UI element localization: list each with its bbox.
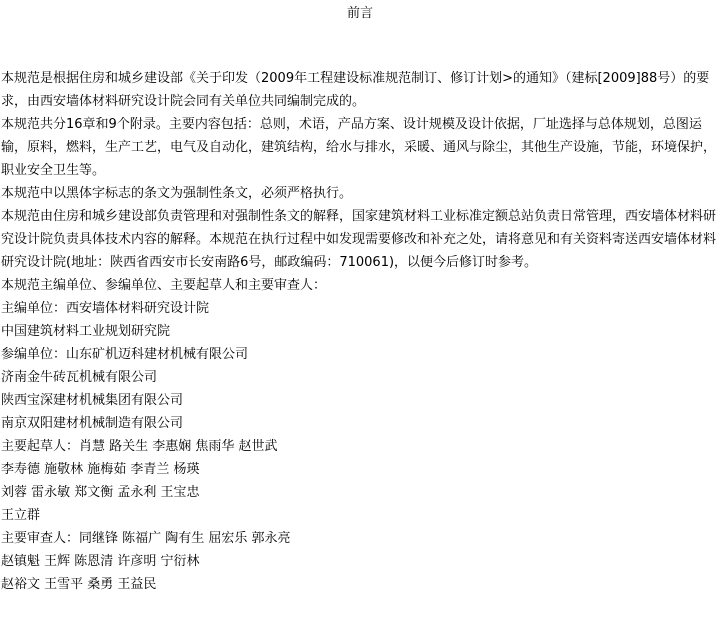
document-title: 前言 [346, 6, 373, 21]
participating-unit-4: 南京双阳建材机械制造有限公司 [1, 416, 184, 431]
participating-unit-3: 陕西宝深建材机械集团有限公司 [1, 393, 184, 408]
reviewers-line-1: 主要审查人：同继锋 陈福广 陶有生 屈宏乐 郭永亮 [1, 531, 291, 546]
participating-unit-2: 济南金牛砖瓦机械有限公司 [1, 370, 158, 385]
reviewers-line-2: 赵镇魁 王辉 陈恩清 许彦明 宁衍林 [1, 554, 200, 569]
reviewers-line-3: 赵裕文 王雪平 桑勇 王益民 [1, 577, 157, 592]
drafters-line-2: 李寿德 施敬林 施梅茹 李青兰 杨瑛 [1, 462, 200, 477]
paragraph-management: 本规范由住房和城乡建设部负责管理和对强制性条文的解释，国家建筑材料工业标准定额总站负责日常管理，西安墙体材料研究设计院负责具体技术内容的解释。本规范在执行过程中如发现需要修改和补充之处，请将意见和有关资料寄送西安墙体材料研究设计院(地址：陕西省西安市长安南路6号，邮政编码：710061)，以便今后修订时参考。 [1, 209, 717, 270]
drafters-line-4: 王立群 [1, 508, 41, 523]
drafters-line-3: 刘蓉 雷永敏 郑文衡 孟永利 王宝忠 [1, 485, 200, 500]
document-body [1, 67, 717, 596]
participating-unit: 参编单位：山东矿机迈科建材机械有限公司 [1, 347, 249, 362]
chief-editor-unit-2: 中国建筑材料工业规划研究院 [1, 324, 171, 339]
chief-editor-unit: 主编单位：西安墙体材料研究设计院 [1, 301, 210, 316]
paragraph-units-intro: 本规范主编单位、参编单位、主要起草人和主要审查人： [1, 278, 327, 293]
drafters-line-1: 主要起草人：肖慧 路关生 李惠娴 焦雨华 赵世武 [1, 439, 278, 454]
paragraph-contents: 本规范共分16章和9个附录。主要内容包括：总则，术语，产品方案、设计规模及设计依据，厂址选择与总体规划，总图运输，原料，燃料，生产工艺，电气及自动化，建筑结构，给水与排水，采暖、通风与除尘，其他生产设施，节能，环境保护，职业安全卫生等。 [1, 117, 717, 178]
paragraph-basis: 本规范是根据住房和城乡建设部《关于印发（2009年工程建设标准规范制订、修订计划>的通知》（建标[2009]88号）的要求，由西安墙体材料研究设计院会同有关单位共同编制完成的。 [1, 71, 710, 109]
paragraph-mandatory: 本规范中以黑体字标志的条文为强制性条文，必须严格执行。 [1, 186, 353, 201]
